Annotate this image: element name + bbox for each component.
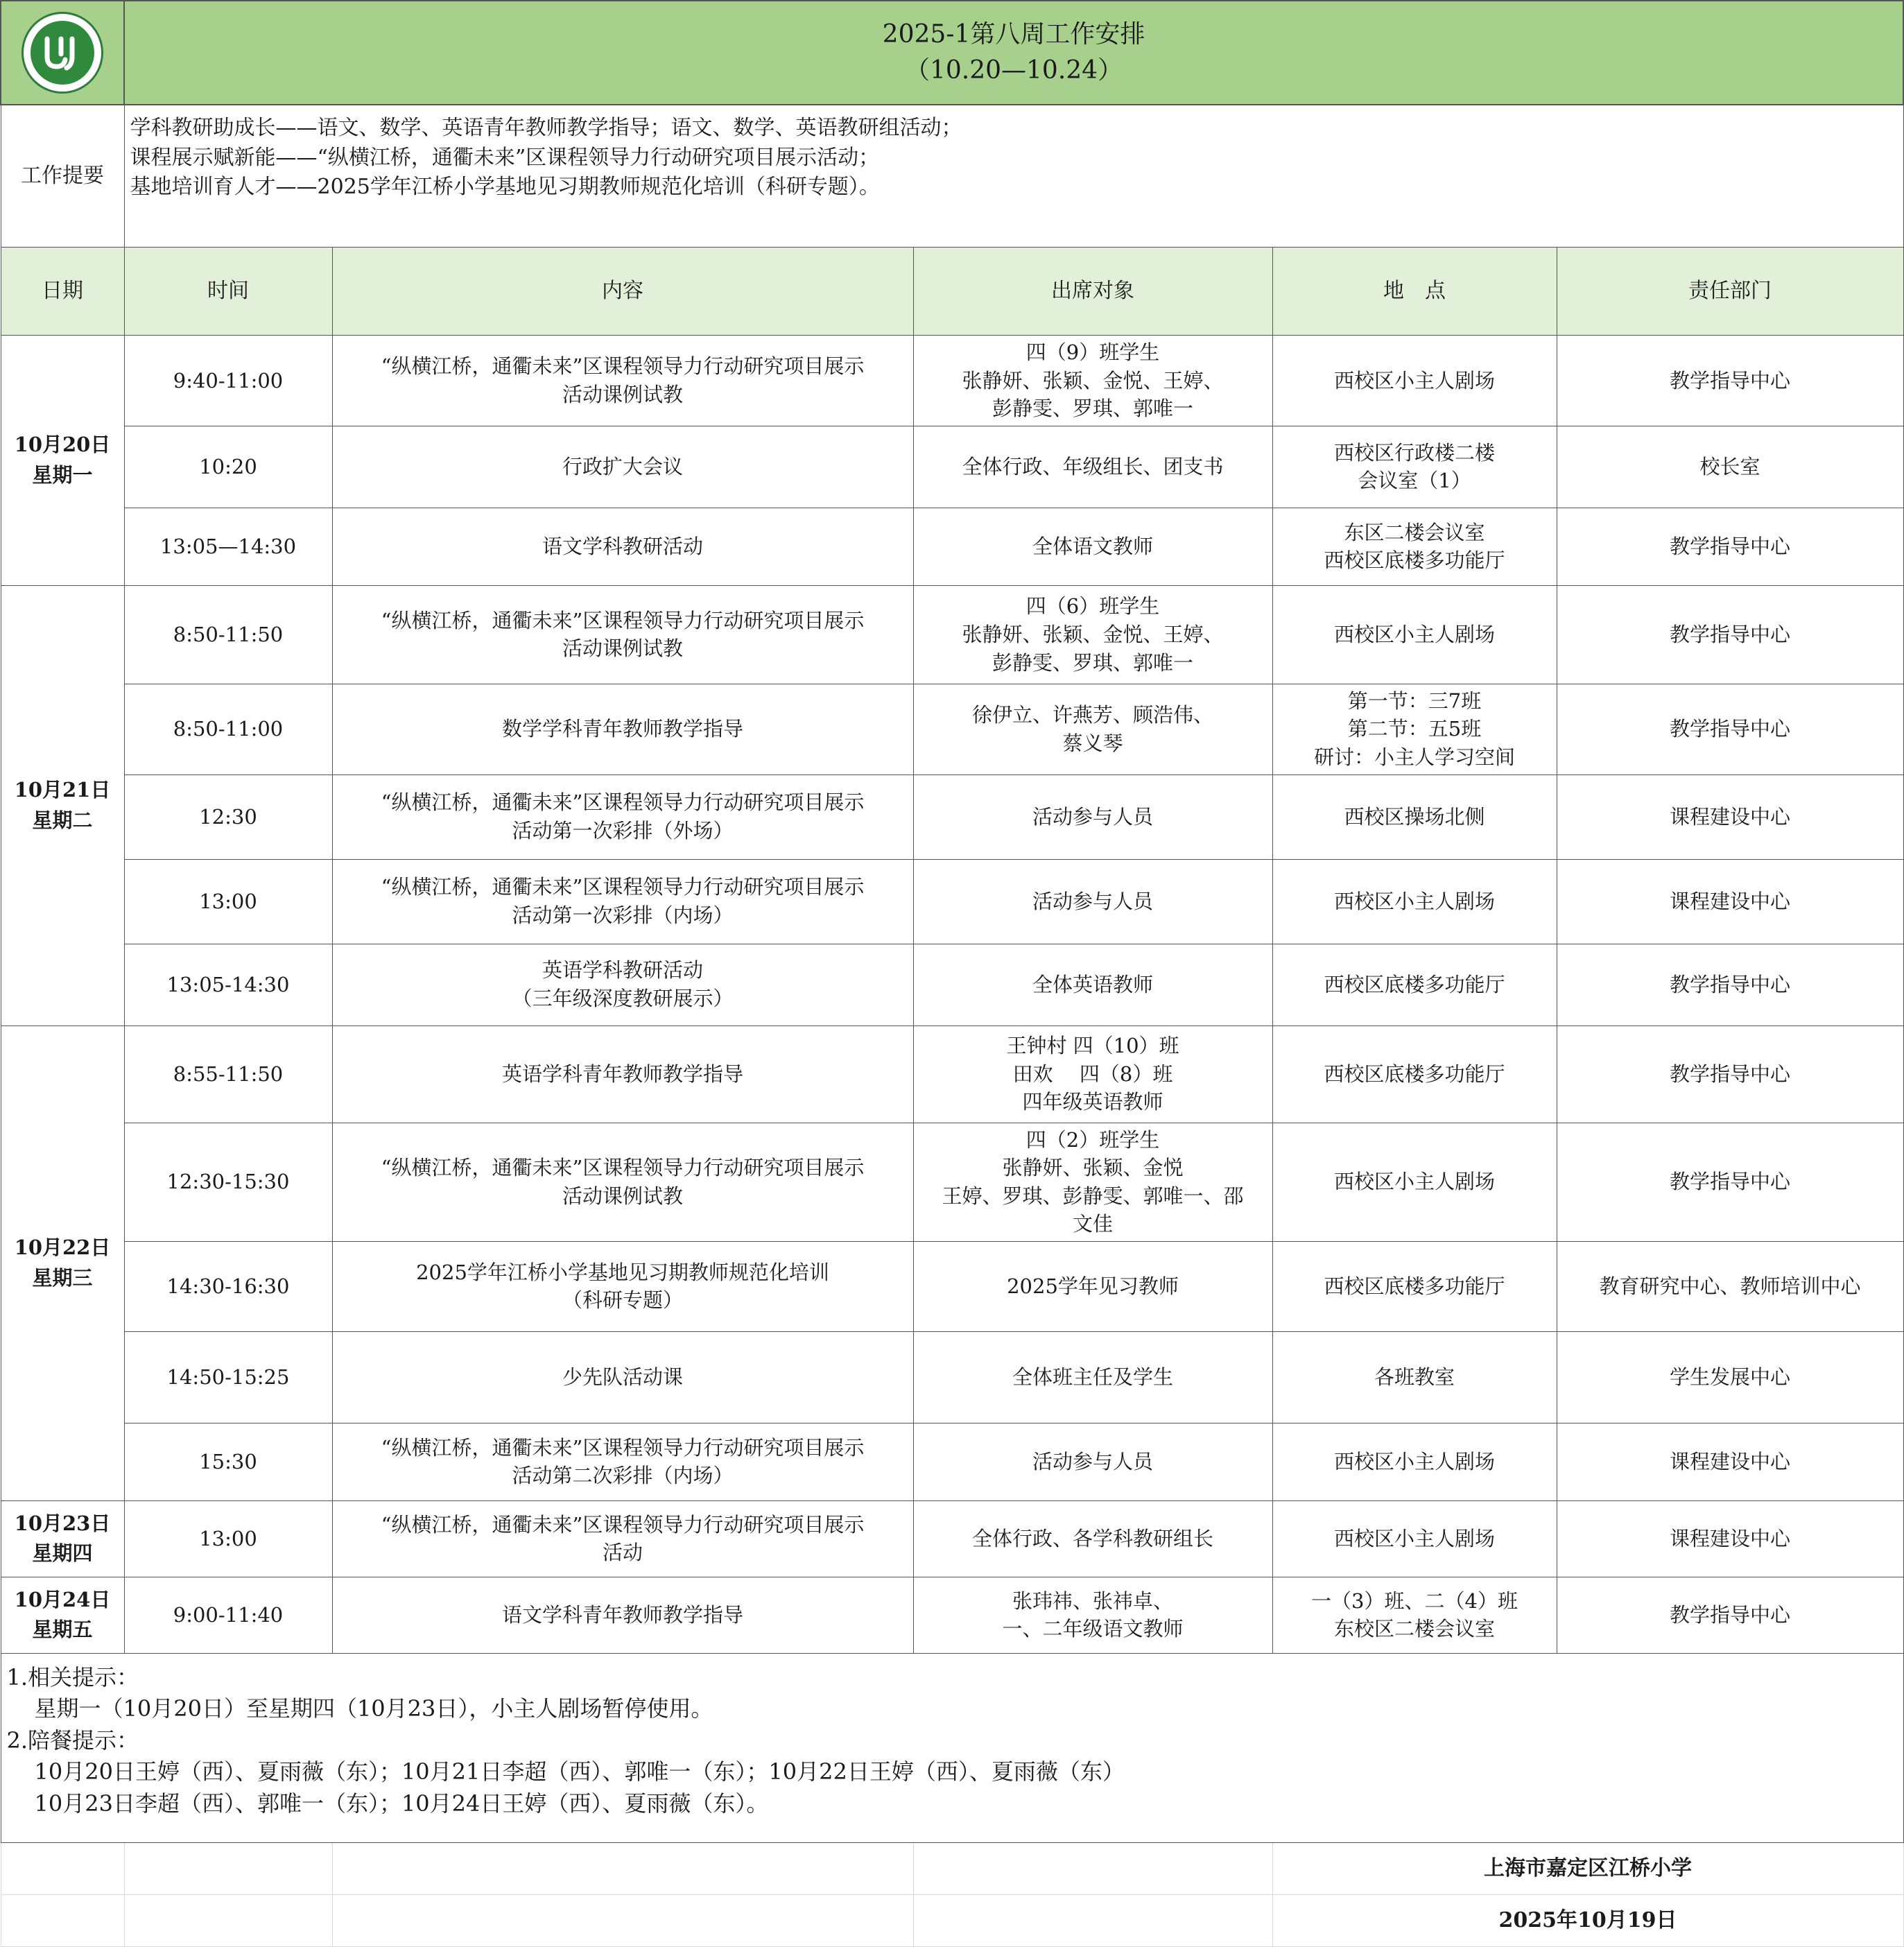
content-cell-line: 行政扩大会议 (562, 454, 683, 478)
time-cell: 15:30 (124, 1423, 332, 1500)
footer-row-school (1, 1842, 1903, 1894)
note-line: 1.相关提示： (6, 1663, 139, 1690)
page-subtitle: （10.20—10.24） (904, 56, 1123, 85)
time-cell: 14:30-16:30 (124, 1241, 332, 1331)
department-cell: 学生发展中心 (1557, 1331, 1903, 1423)
attendees-cell-line: 彭静雯、罗琪、郭唯一 (992, 397, 1193, 421)
time-cell: 13:00 (124, 1500, 332, 1577)
summary-row (1, 105, 1903, 248)
date-cell (1, 585, 124, 1026)
location-cell (1272, 944, 1557, 1026)
content-cell (332, 1423, 913, 1500)
location-cell (1272, 684, 1557, 775)
time-cell: 8:55-11:50 (124, 1026, 332, 1123)
schedule-row (1, 1026, 1903, 1123)
time-cell: 14:50-15:25 (124, 1331, 332, 1423)
date-label: 10月24日 (14, 1587, 111, 1611)
location-cell (1272, 585, 1557, 684)
attendees-cell-line: 彭静雯、罗琪、郭唯一 (992, 650, 1193, 675)
date-label: 10月22日 (14, 1236, 111, 1260)
location-cell-line: 西校区小主人剧场 (1333, 1170, 1495, 1194)
location-cell (1272, 336, 1557, 426)
department-cell: 课程建设中心 (1557, 1423, 1903, 1500)
column-header-attendees: 出席对象 (913, 248, 1272, 336)
content-cell-line: 活动第一次彩排（外场） (512, 819, 734, 843)
location-cell-line: 东区二楼会议室 (1344, 520, 1485, 544)
department-cell: 教学指导中心 (1557, 508, 1903, 585)
attendees-cell (913, 944, 1272, 1026)
attendees-cell (913, 775, 1272, 859)
location-cell-line: 各班教室 (1374, 1365, 1455, 1390)
location-cell (1272, 775, 1557, 859)
time-cell: 13:00 (124, 859, 332, 944)
logo-cell (1, 1, 124, 105)
content-cell (332, 775, 913, 859)
content-cell-line: （三年级深度教研展示） (512, 987, 734, 1011)
time-cell: 9:40-11:00 (124, 336, 332, 426)
content-cell-line: “纵横江桥，通衢未来”区课程领导力行动研究项目展示 (381, 1435, 865, 1460)
content-cell (332, 508, 913, 585)
location-cell-line: 西校区底楼多功能厅 (1324, 972, 1505, 996)
location-cell-line: 一（3）班、二（4）班 (1311, 1589, 1518, 1613)
attendees-cell-line: 四（6）班学生 (1025, 594, 1160, 618)
location-cell-line: 西校区小主人剧场 (1333, 1450, 1495, 1474)
date-cell (1, 1026, 124, 1500)
schedule-row (1, 1331, 1903, 1423)
department-cell: 教学指导中心 (1557, 944, 1903, 1026)
schedule-row (1, 859, 1903, 944)
schedule-row (1, 1500, 1903, 1577)
attendees-cell (913, 1331, 1272, 1423)
date-cell (1, 336, 124, 586)
attendees-cell-line: 全体行政、各学科教研组长 (971, 1527, 1213, 1551)
notes-cell (1, 1653, 1903, 1842)
content-cell-line: “纵横江桥，通衢未来”区课程领导力行动研究项目展示 (381, 790, 865, 815)
location-cell (1272, 1241, 1557, 1331)
summary-label: 工作提要 (1, 105, 124, 248)
column-header-row (1, 248, 1903, 336)
location-cell-line: 西校区小主人剧场 (1333, 889, 1495, 913)
department-cell: 教学指导中心 (1557, 1123, 1903, 1241)
attendees-cell-line: 全体班主任及学生 (1012, 1365, 1173, 1390)
schedule-row (1, 684, 1903, 775)
attendees-cell-line: 四（9）班学生 (1025, 340, 1160, 364)
attendees-cell-line: 王钟村 四（10）班 (1006, 1034, 1179, 1058)
title-cell (124, 1, 1903, 105)
time-cell: 13:05—14:30 (124, 508, 332, 585)
attendees-cell-line: 活动参与人员 (1032, 889, 1153, 913)
content-cell-line: “纵横江桥，通衢未来”区课程领导力行动研究项目展示 (381, 875, 865, 899)
sign-date: 2025年10月19日 (1272, 1894, 1903, 1946)
content-cell (332, 585, 913, 684)
location-cell (1272, 1123, 1557, 1241)
attendees-cell-line: 2025学年见习教师 (1007, 1274, 1179, 1299)
time-cell: 8:50-11:00 (124, 684, 332, 775)
location-cell-line: 研讨：小主人学习空间 (1313, 745, 1515, 769)
summary-text (124, 105, 1903, 248)
schedule-row (1, 508, 1903, 585)
content-cell (332, 1577, 913, 1653)
content-cell-line: 数学学科青年教师教学指导 (501, 717, 743, 741)
content-cell-line: “纵横江桥，通衢未来”区课程领导力行动研究项目展示 (381, 354, 865, 379)
attendees-cell (913, 684, 1272, 775)
location-cell-line: 第一节：三7班 (1347, 689, 1482, 713)
attendees-cell (913, 508, 1272, 585)
attendees-cell-line: 徐伊立、许燕芳、顾浩伟、 (971, 703, 1213, 727)
content-cell-line: 语文学科青年教师教学指导 (501, 1603, 743, 1627)
attendees-cell-line: 全体语文教师 (1032, 534, 1153, 558)
schedule-row (1, 426, 1903, 508)
attendees-cell-line: 王婷、罗琪、彭静雯、郭唯一、邵 (942, 1184, 1244, 1208)
weekday-label: 星期五 (32, 1618, 93, 1642)
attendees-cell-line: 全体行政、年级组长、团支书 (962, 454, 1224, 478)
attendees-cell (913, 336, 1272, 426)
content-cell (332, 684, 913, 775)
attendees-cell-line: 一、二年级语文教师 (1002, 1617, 1184, 1641)
location-cell (1272, 1500, 1557, 1577)
date-label: 10月20日 (14, 433, 111, 457)
location-cell-line: 西校区底楼多功能厅 (1324, 1274, 1505, 1299)
department-cell: 教学指导中心 (1557, 585, 1903, 684)
location-cell-line: 西校区操场北侧 (1344, 804, 1485, 829)
title-row (1, 1, 1903, 105)
attendees-cell-line: 四年级英语教师 (1022, 1090, 1163, 1114)
content-cell-line: 活动第二次彩排（内场） (512, 1464, 734, 1488)
location-cell (1272, 1577, 1557, 1653)
column-header-location: 地 点 (1272, 248, 1557, 336)
content-cell (332, 426, 913, 508)
column-header-time: 时间 (124, 248, 332, 336)
attendees-cell (913, 859, 1272, 944)
attendees-cell-line: 蔡义琴 (1062, 731, 1123, 755)
weekday-label: 星期三 (32, 1265, 93, 1290)
school-signature: 上海市嘉定区江桥小学 (1272, 1842, 1903, 1894)
content-cell (332, 1331, 913, 1423)
content-cell-line: 活动课例试教 (562, 637, 683, 661)
page-title: 2025-1第八周工作安排 (882, 19, 1145, 49)
schedule-row (1, 336, 1903, 426)
attendees-cell (913, 1500, 1272, 1577)
schedule-row (1, 944, 1903, 1026)
content-cell-line: （科研专题） (562, 1288, 683, 1313)
weekday-label: 星期一 (32, 462, 93, 487)
location-cell (1272, 859, 1557, 944)
footer-row-date (1, 1894, 1903, 1946)
attendees-cell-line: 张静妍、张颖、金悦、王婷、 (962, 368, 1224, 392)
location-cell (1272, 1423, 1557, 1500)
weekday-label: 星期四 (32, 1541, 93, 1566)
content-cell-line: 活动 (602, 1541, 643, 1565)
schedule-row (1, 1577, 1903, 1653)
location-cell (1272, 1026, 1557, 1123)
schedule-row (1, 775, 1903, 859)
date-label: 10月21日 (14, 778, 111, 802)
department-cell: 课程建设中心 (1557, 775, 1903, 859)
attendees-cell-line: 四（2）班学生 (1025, 1127, 1160, 1152)
schedule-row (1, 1423, 1903, 1500)
summary-line: 学科教研助成长——语文、数学、英语青年教师教学指导；语文、数学、英语教研组活动； (130, 116, 962, 140)
content-cell-line: 活动课例试教 (562, 1184, 683, 1208)
time-cell: 12:30 (124, 775, 332, 859)
attendees-cell (913, 426, 1272, 508)
content-cell (332, 1241, 913, 1331)
content-cell (332, 1500, 913, 1577)
time-cell: 13:05-14:30 (124, 944, 332, 1026)
content-cell-line: 活动课例试教 (562, 382, 683, 406)
school-logo-icon (21, 12, 103, 94)
attendees-cell-line: 文佳 (1072, 1212, 1113, 1236)
attendees-cell-line: 张静妍、张颖、金悦、王婷、 (962, 622, 1224, 646)
time-cell: 9:00-11:40 (124, 1577, 332, 1653)
column-header-department: 责任部门 (1557, 248, 1903, 336)
department-cell: 教学指导中心 (1557, 1577, 1903, 1653)
attendees-cell-line: 活动参与人员 (1032, 804, 1153, 829)
content-cell (332, 944, 913, 1026)
attendees-cell-line: 张静妍、张颖、金悦 (1002, 1156, 1184, 1180)
summary-line: 课程展示赋新能——“纵横江桥，通衢未来”区课程领导力行动研究项目展示活动； (130, 145, 880, 170)
content-cell-line: 英语学科青年教师教学指导 (501, 1062, 743, 1086)
location-cell-line: 会议室（1） (1358, 469, 1471, 493)
attendees-cell (913, 1577, 1272, 1653)
content-cell (332, 336, 913, 426)
location-cell-line: 西校区小主人剧场 (1333, 368, 1495, 392)
content-cell-line: “纵横江桥，通衢未来”区课程领导力行动研究项目展示 (381, 608, 865, 632)
department-cell: 教学指导中心 (1557, 336, 1903, 426)
attendees-cell-line: 田欢 四（8）班 (1012, 1062, 1173, 1086)
content-cell-line: 少先队活动课 (562, 1365, 683, 1390)
note-line: 星期一（10月20日）至星期四（10月23日），小主人剧场暂停使用。 (34, 1695, 713, 1722)
notes-row (1, 1653, 1903, 1842)
schedule-row (1, 1241, 1903, 1331)
location-cell-line: 东校区二楼会议室 (1333, 1617, 1495, 1641)
attendees-cell (913, 1241, 1272, 1331)
schedule-row (1, 1123, 1903, 1241)
time-cell: 12:30-15:30 (124, 1123, 332, 1241)
content-cell-line: 活动第一次彩排（内场） (512, 903, 734, 928)
note-line: 10月23日李超（西）、郭唯一（东）；10月24日王婷（西）、夏雨薇（东）。 (34, 1790, 769, 1817)
time-cell: 8:50-11:50 (124, 585, 332, 684)
content-cell (332, 859, 913, 944)
department-cell: 教学指导中心 (1557, 684, 1903, 775)
attendees-cell (913, 1123, 1272, 1241)
location-cell-line: 西校区底楼多功能厅 (1324, 1062, 1505, 1086)
content-cell-line: 2025学年江桥小学基地见习期教师规范化培训 (416, 1260, 829, 1284)
department-cell: 课程建设中心 (1557, 859, 1903, 944)
location-cell (1272, 508, 1557, 585)
location-cell (1272, 1331, 1557, 1423)
note-line: 2.陪餐提示： (6, 1727, 139, 1754)
content-cell-line: 语文学科教研活动 (542, 534, 703, 558)
attendees-cell (913, 1026, 1272, 1123)
attendees-cell-line: 张玮祎、张祎卓、 (1012, 1589, 1173, 1613)
location-cell-line: 西校区行政楼二楼 (1333, 440, 1495, 465)
department-cell: 教育研究中心、教师培训中心 (1557, 1241, 1903, 1331)
content-cell-line: “纵横江桥，通衢未来”区课程领导力行动研究项目展示 (381, 1156, 865, 1180)
content-cell (332, 1026, 913, 1123)
department-cell: 校长室 (1557, 426, 1903, 508)
location-cell-line: 西校区小主人剧场 (1333, 1527, 1495, 1551)
attendees-cell (913, 1423, 1272, 1500)
attendees-cell-line: 全体英语教师 (1032, 972, 1153, 996)
content-cell (332, 1123, 913, 1241)
date-cell (1, 1577, 124, 1653)
time-cell: 10:20 (124, 426, 332, 508)
attendees-cell (913, 585, 1272, 684)
location-cell-line: 西校区小主人剧场 (1333, 622, 1495, 646)
content-cell-line: 英语学科教研活动 (542, 958, 703, 983)
column-header-content: 内容 (332, 248, 913, 336)
date-label: 10月23日 (14, 1511, 111, 1535)
department-cell: 教学指导中心 (1557, 1026, 1903, 1123)
column-header-date: 日期 (1, 248, 124, 336)
summary-line: 基地培训育人才——2025学年江桥小学基地见习期教师规范化培训（科研专题）。 (130, 175, 880, 200)
note-line: 10月20日王婷（西）、夏雨薇（东）；10月21日李超（西）、郭唯一（东）；10月22日王婷（西）、夏雨薇（东） (34, 1758, 1125, 1785)
location-cell-line: 西校区底楼多功能厅 (1324, 548, 1505, 573)
department-cell: 课程建设中心 (1557, 1500, 1903, 1577)
attendees-cell-line: 活动参与人员 (1032, 1450, 1153, 1474)
location-cell (1272, 426, 1557, 508)
location-cell-line: 第二节：五5班 (1347, 717, 1482, 741)
date-cell (1, 1500, 124, 1577)
schedule-row (1, 585, 1903, 684)
content-cell-line: “纵横江桥，通衢未来”区课程领导力行动研究项目展示 (381, 1512, 865, 1537)
weekday-label: 星期二 (32, 808, 93, 832)
